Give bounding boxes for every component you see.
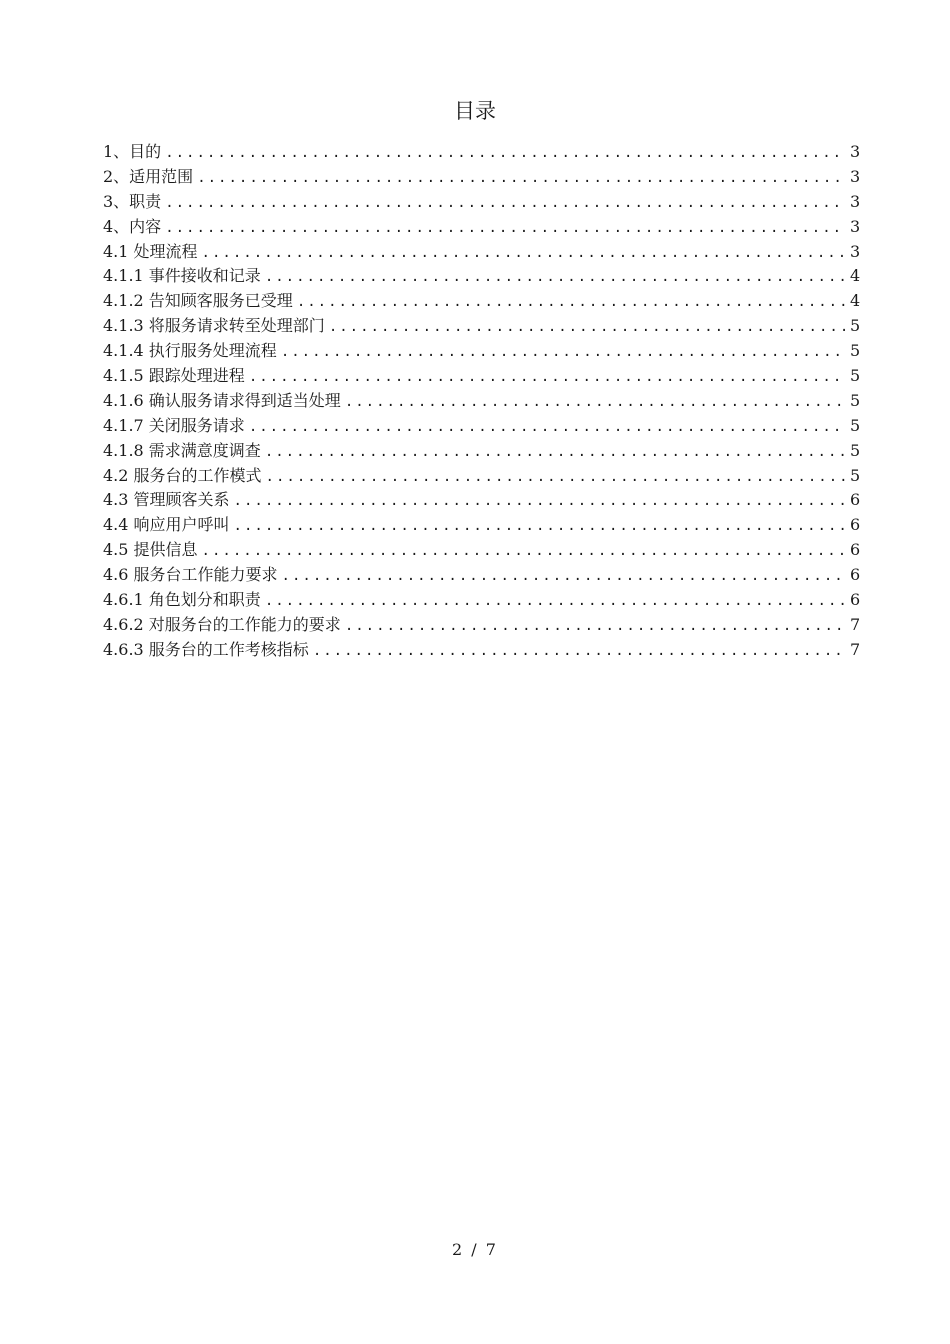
toc-entry-page-number: 5 <box>850 415 861 435</box>
toc-entry-page-number: 3 <box>850 142 861 161</box>
toc-entry[interactable] <box>103 563 860 588</box>
page-number: 2 / 7 <box>452 1240 498 1259</box>
toc-entry-label: 4.1.3 将服务请求转至处理部门 <box>103 316 325 336</box>
toc-entry[interactable] <box>103 215 860 240</box>
toc-dot-leader <box>265 440 846 465</box>
toc-entry-label: 4.1.2 告知顾客服务已受理 <box>103 291 293 311</box>
page-title: 目录 <box>454 99 496 123</box>
toc-dot-leader <box>234 514 846 539</box>
toc-entry-label: 4.1.8 需求满意度调查 <box>103 440 261 460</box>
toc-entry-page-number: 6 <box>850 590 861 610</box>
toc-entry-page-number: 4 <box>850 266 861 286</box>
toc-entry-label: 4、内容 <box>103 216 162 236</box>
toc-entry-page-number: 5 <box>850 316 861 336</box>
toc-entry-label: 4.6.3 服务台的工作考核指标 <box>103 639 309 659</box>
toc-entry-label: 3、职责 <box>103 191 162 211</box>
toc-entry-label: 4.6 服务台工作能力要求 <box>103 565 278 585</box>
toc-entry-page-number: 5 <box>850 440 861 460</box>
toc-entry[interactable] <box>103 464 860 489</box>
toc-entry-label: 4.6.1 角色划分和职责 <box>103 590 261 610</box>
toc-entry-label: 4.3 管理顾客关系 <box>103 490 230 510</box>
toc-entry-page-number: 6 <box>850 540 861 560</box>
toc-entry-label: 4.5 提供信息 <box>103 540 198 560</box>
toc-entry-page-number: 6 <box>850 565 861 585</box>
toc-entry-page-number: 7 <box>850 639 861 659</box>
toc-dot-leader <box>202 241 846 266</box>
toc-dot-leader <box>202 539 846 564</box>
toc-entry[interactable] <box>103 289 860 314</box>
toc-entry-page-number: 6 <box>850 490 861 510</box>
toc-entry[interactable] <box>103 339 860 364</box>
toc-entry[interactable] <box>103 538 860 563</box>
toc-entry[interactable] <box>103 439 860 464</box>
toc-dot-leader <box>345 390 846 415</box>
toc-entry-label: 4.1.7 关闭服务请求 <box>103 415 245 435</box>
toc-entry[interactable] <box>103 638 860 663</box>
toc-dot-leader <box>297 290 846 315</box>
toc-dot-leader <box>282 564 846 589</box>
toc-entry[interactable] <box>103 364 860 389</box>
toc-entry-label: 4.4 响应用户呼叫 <box>103 515 230 535</box>
toc-entry[interactable] <box>103 314 860 339</box>
toc-entry-page-number: 7 <box>850 614 861 634</box>
table-of-contents <box>103 140 860 663</box>
toc-entry[interactable] <box>103 240 860 265</box>
toc-entry-label: 4.1.4 执行服务处理流程 <box>103 341 277 361</box>
toc-entry-page-number: 3 <box>850 191 861 211</box>
toc-dot-leader <box>266 465 846 490</box>
toc-dot-leader <box>345 614 846 639</box>
toc-dot-leader <box>265 265 846 290</box>
toc-entry-label: 4.1.6 确认服务请求得到适当处理 <box>103 390 341 410</box>
toc-entry[interactable] <box>103 414 860 439</box>
toc-entry[interactable] <box>103 389 860 414</box>
toc-dot-leader <box>329 315 846 340</box>
toc-dot-leader <box>249 415 846 440</box>
toc-dot-leader <box>265 589 846 614</box>
toc-dot-leader <box>197 166 846 191</box>
toc-entry-page-number: 6 <box>850 515 861 535</box>
toc-entry[interactable] <box>103 190 860 215</box>
toc-entry-page-number: 3 <box>850 241 861 261</box>
toc-entry[interactable] <box>103 140 860 165</box>
toc-dot-leader <box>249 365 846 390</box>
toc-entry[interactable] <box>103 613 860 638</box>
toc-entry[interactable] <box>103 588 860 613</box>
toc-entry-page-number: 3 <box>850 216 861 236</box>
toc-dot-leader <box>234 489 846 514</box>
toc-entry-page-number: 5 <box>850 366 861 386</box>
toc-entry-label: 4.1 处理流程 <box>103 241 198 261</box>
toc-entry-label: 4.2 服务台的工作模式 <box>103 465 262 485</box>
toc-dot-leader <box>313 639 846 664</box>
toc-dot-leader <box>165 141 846 166</box>
toc-entry-page-number: 5 <box>850 341 861 361</box>
toc-entry-label: 1、目的 <box>103 142 162 161</box>
toc-entry[interactable] <box>103 488 860 513</box>
toc-entry-page-number: 5 <box>850 390 861 410</box>
toc-dot-leader <box>165 216 846 241</box>
toc-entry[interactable] <box>103 264 860 289</box>
toc-entry-page-number: 3 <box>850 166 861 186</box>
toc-entry-label: 4.6.2 对服务台的工作能力的要求 <box>103 614 341 634</box>
toc-entry-label: 4.1.1 事件接收和记录 <box>103 266 261 286</box>
toc-dot-leader <box>165 191 846 216</box>
toc-dot-leader <box>281 340 846 365</box>
toc-entry-page-number: 4 <box>850 291 861 311</box>
toc-entry[interactable] <box>103 513 860 538</box>
toc-entry[interactable] <box>103 165 860 190</box>
toc-entry-label: 4.1.5 跟踪处理进程 <box>103 366 245 386</box>
toc-entry-page-number: 5 <box>850 465 861 485</box>
toc-entry-label: 2、适用范围 <box>103 166 194 186</box>
